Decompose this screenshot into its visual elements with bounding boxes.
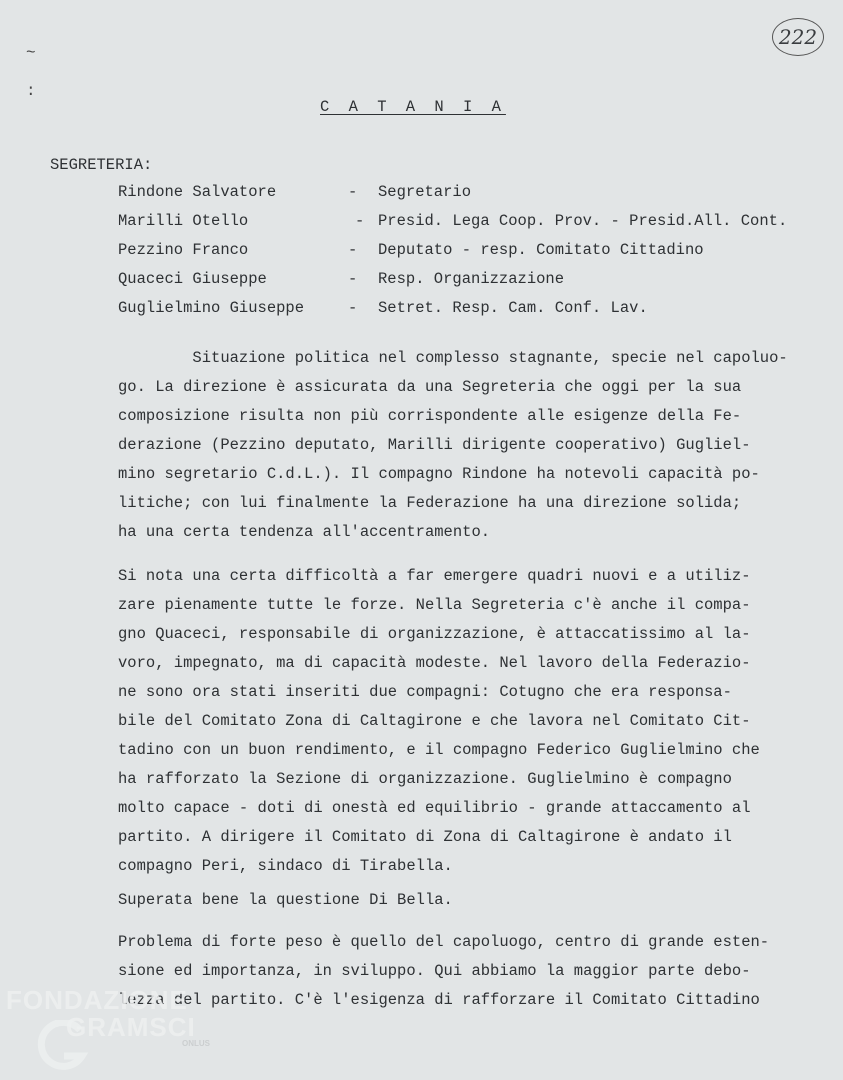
watermark-line: ONLUS xyxy=(182,1039,210,1048)
member-dash: - xyxy=(348,183,358,201)
member-row xyxy=(0,183,843,209)
member-row xyxy=(0,241,843,267)
member-role: Deputato - resp. Comitato Cittadino xyxy=(378,241,704,259)
member-role: Segretario xyxy=(378,183,472,201)
document-title: C A T A N I A xyxy=(320,98,506,116)
member-name: Guglielmino Giuseppe xyxy=(118,299,305,317)
member-role: Presid. Lega Coop. Prov. - Presid.All. Cont. xyxy=(378,212,788,230)
member-name: Pezzino Franco xyxy=(118,241,249,259)
member-name: Rindone Salvatore xyxy=(118,183,277,201)
member-row xyxy=(0,299,843,325)
margin-mark: : xyxy=(26,82,36,100)
member-dash: - xyxy=(348,270,358,288)
watermark-line: FONDAZIONE xyxy=(6,985,188,1015)
watermark-line: GRAMSCI xyxy=(66,1012,196,1042)
paragraph-di-bella: Superata bene la questione Di Bella. xyxy=(118,891,453,909)
margin-marks xyxy=(26,34,36,110)
watermark-logo-icon xyxy=(30,1020,92,1070)
paragraph-political-situation: Situazione politica nel complesso stagnante, specie nel capoluo- go. La direzione è assicurata da una Segreteria che oggi per la sua composizione risulta non più corrispondente alle esigenze della Fe- derazione (Pezzino deputato, Marilli dirigente cooperativo) Gugliel- mino segretario C.d.L.). Il compagno Rindone ha notevoli capacità po- litiche; con lui finalmente la Federazione ha una direzione solida; ha una certa tendenza all'accentramento. xyxy=(118,349,788,541)
member-role: Setret. Resp. Cam. Conf. Lav. xyxy=(378,299,648,317)
member-role: Resp. Organizzazione xyxy=(378,270,565,288)
section-label: SEGRETERIA: xyxy=(50,156,153,174)
member-dash: - xyxy=(348,241,358,259)
paragraph-cadres: Si nota una certa difficoltà a far emergere quadri nuovi e a utiliz- zare pienamente tutte le forze. Nella Segreteria c'è anche il compa- gno Quaceci, responsabile di organizzazione, è attaccatissimo al la- voro, impegnato, ma di capacità modeste. Nel lavoro della Federazio- ne sono ora stati inseriti due compagni: Cotugno che era responsa- bile del Comitato Zona di Caltagirone e che lavora nel Comitato Cit- tadino con un buon rendimento, e il compagno Federico Guglielmino che ha rafforzato la Sezione di organizzazione. Guglielmino è compagno molto capace - doti di onestà ed equilibrio - grande attaccamento al partito. A dirigere il Comitato di Zona di Caltagirone è andato il compagno Peri, sindaco di Tirabella. xyxy=(118,567,760,875)
member-dash: - xyxy=(355,212,365,230)
member-dash: - xyxy=(348,299,358,317)
paragraph-capoluogo: Problema di forte peso è quello del capoluogo, centro di grande esten- sione ed importanza, in sviluppo. Qui abbiamo la maggior parte debo- lezza del partito. C'è l'esigenza di rafforzare il Comitato Cittadino xyxy=(118,933,770,1009)
member-name: Marilli Otello xyxy=(118,212,249,230)
member-name: Quaceci Giuseppe xyxy=(118,270,267,288)
margin-mark: ~ xyxy=(26,44,36,62)
page-number-stamp: 222 xyxy=(772,18,824,56)
member-row xyxy=(0,212,843,238)
member-row xyxy=(0,270,843,296)
